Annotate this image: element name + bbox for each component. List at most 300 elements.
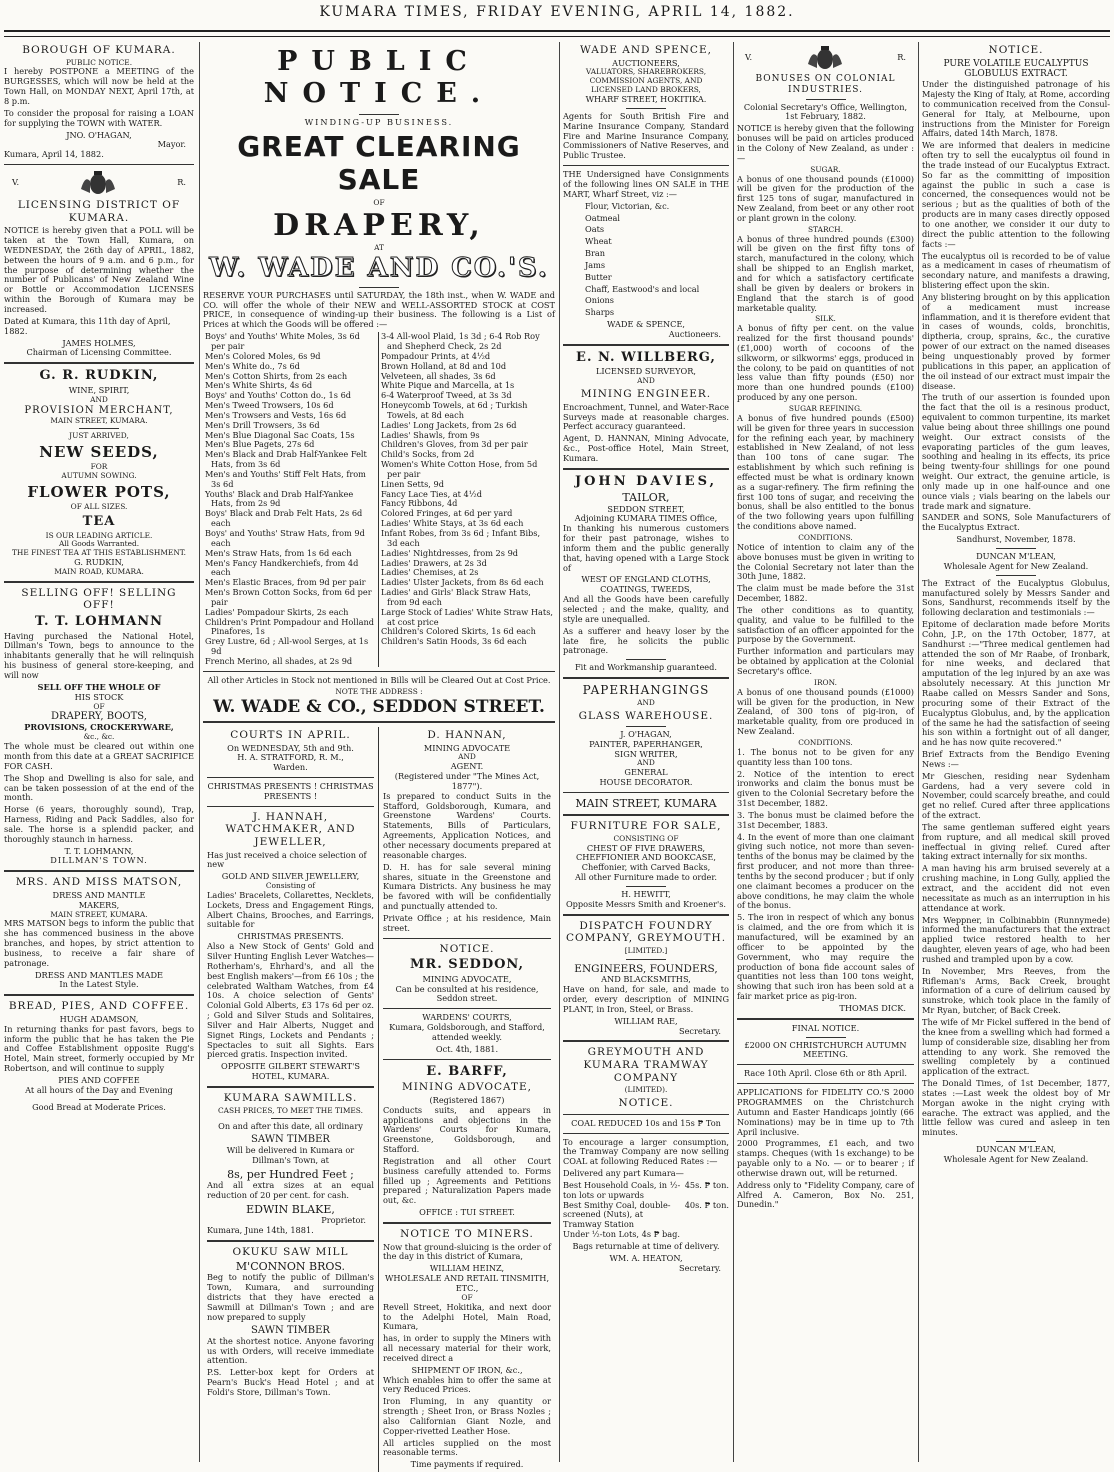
- ad-heading: SELLING OFF! SELLING OFF!: [21, 586, 177, 612]
- ad-heading: BREAD, PIES, AND COFFEE.: [8, 1000, 190, 1013]
- ad-line: CHRISTMAS PRESENTS.: [237, 931, 344, 942]
- ad-heading: DISPATCH FOUNDRY COMPANY, GREYMOUTH.: [565, 919, 727, 945]
- column-4: [737, 42, 914, 1462]
- ad-body: Bags returnable at time of delivery.: [572, 1240, 720, 1251]
- divider: [737, 1064, 914, 1065]
- ad-heading: NOTICE.: [988, 44, 1044, 56]
- consignment-item: Flour, Victorian, &c.: [585, 200, 670, 211]
- price-item: Ladies' Ulster Jackets, from 8s 6d each: [381, 577, 544, 588]
- ad-line: LICENSED LAND BROKERS,: [591, 85, 701, 95]
- price-item: Men's Cotton Shirts, from 2s each: [205, 370, 348, 381]
- ad-date: Kumara, June 14th, 1881.: [207, 1224, 314, 1235]
- ad-heading: COURTS IN APRIL.: [230, 728, 351, 741]
- ad-role: Wholesale Agent for New Zealand.: [943, 560, 1089, 571]
- divider: [383, 1008, 551, 1009]
- rate-label: Under ½-ton Lots, 4s ₱ bag.: [563, 1229, 680, 1240]
- ad-address: WHARF STREET, HOKITIKA.: [585, 94, 707, 105]
- price-item: Children's Colored Skirts, 1s 6d each: [381, 626, 536, 637]
- price-item: Men's Tweed Trowsers, 10s 6d: [205, 400, 334, 411]
- ad-line: Cheffonier, with Carved Backs,: [581, 862, 711, 873]
- divider: [563, 468, 729, 470]
- ad-name: E. N. WILLBERG,: [576, 349, 716, 365]
- price-item: Men's Elastic Braces, from 9d per pair: [205, 577, 366, 588]
- price-item: Child's Socks, from 2d: [381, 449, 475, 460]
- ad-line: AND: [637, 698, 655, 708]
- ad-role: Auctioneers.: [668, 328, 721, 339]
- ad-body: Will be delivered in Kumara or Dillman's Town, at: [226, 1145, 355, 1166]
- ad-body: All other Articles in Stock not mentioned in Bills will be Cleared Out at Cost Price.: [207, 674, 551, 685]
- rate-label: Best Household Coals, in ½-ton lots or upwards: [563, 1179, 681, 1200]
- ad-heading: CHRISTMAS PRESENTS ! CHRISTMAS PRESENTS !: [207, 781, 374, 801]
- price-item: Men's Black and Drab Half-Yankee Felt Hats, from 3s 6d: [205, 449, 367, 470]
- ad-body: 3. The bonus must be claimed before the 31st December, 1883.: [737, 809, 914, 830]
- page-title: PUBLIC NOTICE.: [263, 46, 495, 110]
- ad-signature: EDWIN BLAKE,: [246, 1202, 335, 1216]
- rate-price: 40s. ₱ ton.: [684, 1199, 729, 1210]
- ad-heading: MRS. AND MISS MATSON,: [15, 876, 183, 889]
- price-item: Large Stock of Ladies' White Straw Hats, at cost price: [381, 606, 554, 627]
- consignment-item: Wheat: [585, 236, 612, 247]
- ad-line: WINE, SPIRIT,: [68, 384, 130, 395]
- consignment-item: Oats: [585, 224, 605, 235]
- price-item: Pompadour Prints, at 4½d: [381, 350, 491, 361]
- price-item: Ladies' Drawers, at 2s 3d: [381, 557, 487, 568]
- ad-name: HUGH ADAMSON,: [59, 1013, 139, 1024]
- ad-line: PROVISION MERCHANT,: [24, 404, 174, 416]
- section-heading: IRON.: [814, 677, 837, 687]
- divider: [383, 938, 551, 939]
- ad-body: Mr Gieschen, residing near Sydenham Gardens, had a very severe cold in November, could scarcely breathe, and could get no relief. Cured after three applications of the extract.: [922, 770, 1110, 821]
- ad-heading: J. HANNAH, WATCHMAKER, AND JEWELLER,: [225, 810, 356, 848]
- ad-address: MAIN STREET, KUMARA.: [50, 909, 148, 919]
- sub-column-left: [203, 727, 379, 1472]
- ad-body: The other conditions as to quantity, quality, and value to be fulfilled to the satisfaction of an officer appointed for the purpose by the Government.: [737, 604, 914, 645]
- ad-body: Address only to "Fidelity Company, care of Alfred A. Cameron, Box No. 251, Dunedin.": [737, 1179, 914, 1210]
- ad-body: At the shortest notice. Anyone favoring us with Orders, will receive immediate attention.: [207, 1335, 374, 1366]
- ad-role: Chairman of Licensing Committee.: [26, 347, 172, 358]
- consignment-item: Jams: [585, 259, 606, 270]
- divider: [563, 1040, 729, 1042]
- crest-left-letter: V.: [745, 52, 753, 63]
- divider: [383, 1059, 551, 1060]
- price-item: Ladies' Shawls, from 9s: [381, 429, 480, 440]
- ad-address: DILLMAN'S TOWN.: [50, 855, 148, 866]
- divider: [563, 1133, 729, 1134]
- ad-body: The Donald Times, of 1st December, 1877, states :—Last week the oldest boy of Mr Morgan awoke in the night crying with earache. The extract was applied, and the little fellow was cured and asleep in ten minutes.: [922, 1078, 1110, 1138]
- ad-subheading: PUBLIC NOTICE.: [65, 57, 133, 67]
- ad-body: Time payments if required.: [410, 1459, 524, 1470]
- section-heading: SILK.: [815, 314, 836, 324]
- ad-body: To encourage a larger consumption, the Tramway Company are now selling COAL at following Reduced Rates :—: [563, 1136, 729, 1167]
- ad-line: SHIPMENT OF IRON, &c.,: [411, 1364, 523, 1375]
- ad-signature: WM. A. HEATON,: [609, 1252, 683, 1263]
- ad-body: Beg to notify the public of Dillman's Town, Kumara, and surrounding districts that they have erected a Sawmill at Dillman's Town ; and are now prepared to supply: [207, 1272, 374, 1322]
- price-item: Children's Gloves, from 3d per pair: [381, 439, 528, 450]
- ad-line: SELL OFF THE WHOLE OF: [37, 681, 161, 692]
- ad-display: FLOWER POTS,: [27, 483, 171, 502]
- ad-line: MINING ADVOCATE: [423, 742, 511, 753]
- ad-body: 1. The bonus not to be given for any quantity less than 100 tons.: [737, 746, 914, 767]
- price-item: Men's White Shirts, 4s 6d: [205, 380, 313, 391]
- ad-address: MAIN STREET, KUMARA.: [50, 415, 148, 425]
- ad-body: Can be consulted at his residence, Seddon street.: [395, 983, 539, 1004]
- ad-line: CHEFFIONIER AND BOOKCASE,: [576, 852, 716, 863]
- price-item: Men's Drill Trowsers, 3s 6d: [205, 419, 320, 430]
- ad-display: DRAPERY,: [273, 207, 485, 243]
- ad-line: AND: [637, 758, 655, 768]
- divider: [563, 914, 729, 916]
- ad-line: GOLD AND SILVER JEWELLERY,: [221, 871, 360, 882]
- price-item: Ladies' Pompadour Skirts, 2s each: [205, 606, 349, 617]
- ad-body: Which enables him to offer the same at very Reduced Prices.: [383, 1374, 551, 1395]
- ad-signature: G. RUDKIN,: [74, 557, 124, 568]
- divider: [626, 959, 666, 960]
- ad-name: T. T. LOHMANN: [34, 614, 164, 630]
- ad-line: PAINTER, PAPERHANGER,: [589, 738, 703, 749]
- ad-body: Further information and particulars may be obtained by application at the Colonial Secretary's office.: [737, 646, 914, 676]
- ad-line: GLASS WAREHOUSE.: [578, 710, 714, 723]
- ad-line: AGENT.: [450, 761, 484, 772]
- ad-line: OF: [461, 1292, 473, 1302]
- ad-line: AND: [637, 376, 655, 386]
- ad-line: IS OUR LEADING ARTICLE.: [45, 530, 153, 540]
- ad-line: MINING ADVOCATE,: [422, 973, 512, 984]
- ad-line: HOUSE DECORATOR.: [599, 777, 693, 788]
- ad-body: Now that ground-sluicing is the order of the day in this district of Kumara,: [383, 1241, 551, 1262]
- ad-body: A man having his arm bruised severely at a crushing machine, in Long Gully, applied the extract, and the accident did not even necessitate as much as an interruption in his attendance at work.: [922, 863, 1110, 913]
- ad-heading: NOTICE TO MINERS.: [400, 1227, 534, 1240]
- ad-line: THE FINEST TEA AT THIS ESTABLISHMENT.: [11, 548, 186, 558]
- ad-body: P.S. Letter-box kept for Orders at Pearn's Buck's Head Hotel ; and at Foldi's Store, Dillman's Town.: [207, 1367, 374, 1397]
- divider: [737, 1018, 914, 1020]
- column-5: [922, 42, 1110, 1462]
- price-item: Men's Blue Diagonal Sac Coats, 15s: [205, 429, 355, 440]
- divider: [737, 1083, 914, 1084]
- column-divider: [918, 42, 919, 1462]
- ad-heading: BONUSES ON COLONIAL INDUSTRIES.: [755, 74, 896, 95]
- ad-line: Consisting of: [265, 881, 316, 891]
- ad-heading: FINAL NOTICE.: [791, 1022, 860, 1033]
- ad-body: Having purchased the National Hotel, Dillman's Town, begs to announce to the inhabitants generally that he will relinquish his business of general store-keeping, and will now: [4, 630, 194, 680]
- ad-body: Horse (6 years, thoroughly sound), Trap, Harness, Riding and Pack Saddles, also for sale. The horse is a splendid packer, and thoroughly staunch in harness.: [4, 804, 194, 844]
- royal-crest: [12, 169, 186, 197]
- ad-heading: GREYMOUTH AND KUMARA TRAMWAY COMPANY: [583, 1046, 709, 1084]
- price-item: Men's Blue Pagets, 27s 6d: [205, 439, 315, 450]
- ad-line: At all hours of the Day and Evening: [25, 1084, 173, 1095]
- ad-body: Kumara, Goldsborough, and Stafford, attended weekly.: [389, 1022, 545, 1042]
- ad-body: In returning thanks for past favors, begs to inform the public that he has taken the Pie and Coffee Establishment opposite Rugg's Hotel, Main street, formerly occupied by Mr Robertson, and will continue to supply: [4, 1023, 194, 1074]
- ad-body: Under the distinguished patronage of his Majesty the King of Italy, at Rome, according to communication received from the Consul-General for Italy, at Melbourne, upon instructions from the Minister for Foreign Affairs, dated 14th March, 1878.: [922, 79, 1110, 139]
- ad-body: Revell Street, Hokitika, and next door to the Adelphi Hotel, Main Road, Kumara,: [383, 1301, 551, 1332]
- price-item: Infant Robes, from 3s 6d ; Infant Bibs, 3d each: [381, 528, 541, 548]
- divider: [4, 164, 194, 165]
- ad-body: Any blistering brought on by this application of a medicament must increase inflammation, and it is therefore evident that in cases of wounds, colds, bronchitis, diptheria, croup, sprains, &c., the curative power of our extract on the named diseases being unquestionably proved by former publications in this paper, an application of the oil instead of our extract must impair the disease.: [922, 291, 1110, 391]
- ad-heading: NOTICE.: [439, 942, 495, 955]
- section-heading: STARCH.: [808, 224, 843, 234]
- ad-body: Mrs Weppner, in Colbinabbin (Runnymede) informed the manufacturers that the extract applied twice restored health to her daughter, eleven years of age, who had been rushed and trampled upon by a cow.: [922, 914, 1110, 964]
- ad-line: (LIMITED).: [624, 1085, 668, 1095]
- ad-signature: THOMAS DICK.: [839, 1002, 906, 1013]
- price-item: Men's Straw Hats, from 1s 6d each: [205, 547, 352, 558]
- crest-left-letter: V.: [12, 177, 20, 188]
- ad-name: MR. SEDDON,: [410, 957, 524, 973]
- ad-body: As a sufferer and heavy loser by the late fire, he solicits the public patronage.: [563, 625, 729, 656]
- divider: [79, 428, 119, 429]
- ad-address: OFFICE : TUI STREET.: [419, 1207, 515, 1218]
- ad-line: COAL REDUCED 10s and 15s ₱ Ton: [571, 1117, 721, 1128]
- rate-row: [563, 1201, 729, 1231]
- divider: [271, 1118, 311, 1119]
- ad-line: JUST ARRIVED,: [69, 431, 129, 441]
- consignment-item: Bran: [585, 248, 606, 259]
- ad-heading: PAPERHANGINGS: [582, 683, 710, 698]
- ad-date: Kumara, April 14, 1882.: [4, 149, 104, 160]
- ad-line: &c., &c.: [83, 732, 115, 742]
- ad-line: Adjoining KUMARA TIMES Office,: [574, 513, 718, 524]
- price-list-left: [203, 332, 379, 667]
- ad-line: SIGN WRITER,: [614, 748, 678, 759]
- ad-line: AT: [374, 242, 384, 252]
- ad-body: The wife of Mr Fickel suffered in the bend of the knee from a swelling which had formed a lump of considerable size, disabling her from attending to any work. She removed the swelling completely by a continued application of the extract.: [922, 1016, 1110, 1077]
- price-item: Men's Trowsers and Vests, 16s 6d: [205, 409, 347, 420]
- ad-line: SAWN TIMBER: [251, 1134, 330, 1146]
- divider: [626, 726, 666, 727]
- ad-body: The same gentleman suffered eight years from rupture, and all medical skill proved ineffectual in giving relief. Cured after taking extract internally for six months.: [922, 821, 1110, 862]
- divider: [996, 548, 1036, 549]
- ad-line: OF: [373, 197, 385, 207]
- ad-line: Good Bread at Moderate Prices.: [32, 1101, 166, 1112]
- divider: [207, 806, 374, 807]
- ad-heading: PURE VOLATILE EUCALYPTUS GLOBULUS EXTRACT.: [943, 58, 1089, 80]
- rate-label: Best Smithy Coal, double-screened (Nuts), at Tramway Station: [563, 1199, 671, 1230]
- ad-line: £2000 ON CHRISTCHURCH AUTUMN MEETING.: [744, 1039, 907, 1060]
- ad-line: Race 10th April. Close 6th or 8th April.: [744, 1068, 907, 1079]
- ad-line: ENGINEERS, FOUNDERS,: [574, 962, 718, 975]
- ad-body: The claim must be made before the 31st December, 1882.: [737, 583, 914, 604]
- price-item: Velveteen, all shades, 3s 6d: [381, 370, 496, 381]
- price-item: Boys' and Youths' Cotton do., 1s 6d: [205, 390, 352, 401]
- divider: [996, 1141, 1036, 1142]
- ad-name: E. BARFF,: [426, 1063, 508, 1079]
- ad-line: CHEST OF FIVE DRAWERS,: [586, 842, 706, 853]
- ad-body: 4. In the event of more than one claimant giving such notice, not more than seven-tenths of the bonus may be claimed by the first producer, and not more than three-tenths by the second producer ; but if only one claimant becomes a producer on the above conditions, he may claim the whole of the bonus.: [737, 831, 914, 911]
- ad-heading: LICENSING DISTRICT OF KUMARA.: [17, 199, 181, 224]
- ad-line: HIS STOCK: [74, 691, 124, 702]
- price-item: Children's Print Pompadour and Holland Pinafores, 1s: [205, 616, 374, 637]
- crest-right-letter: R.: [897, 52, 906, 63]
- ad-body: Ladies' Bracelets, Collarettes, Necklets, Lockets, Dress and Engagement Rings, Albert Chains, Brooches, and Earrings, suitable for: [207, 889, 374, 930]
- ad-body: The truth of our assertion is founded upon the fact that the oil is a resinous product, equivalent to common turpentine, its market value being about three shillings one pound weight. Our extract consists of the evaporating particles of the gum leaves, soothing and healing in its effects, its price being twenty-four shillings for one pound weight. Our extract, the genuine article, is only made up in one half-ounce and one ounce vials ; vials bearing on the labels our trade mark and signature.: [922, 392, 1110, 511]
- ad-heading: WADE AND SPENCE,: [580, 44, 712, 56]
- ad-body: NOTICE is hereby given that a POLL will be taken at the Town Hall, Kumara, on WEDNESDAY, the 26th day of APRIL, 1882, between the hours of 9 a.m. and 6 p.m., for the purpose of determining whether the number of Publicans' of New Zealand Wine or Bottle or Accommodation LICENSES within the Borough of Kumara may be increased.: [4, 225, 194, 314]
- ad-body: In thanking his numerous customers for their past patronage, wishes to inform them and the public generally that, having opened with a Large Stock of: [563, 523, 729, 573]
- price-item: Grey Lustre, 6d ; All-wool Serges, at 1s 9d: [205, 636, 369, 657]
- ad-address: MAIN ROAD, KUMARA.: [54, 566, 144, 576]
- price-item: Brown Holland, at 8d and 10d: [381, 360, 507, 371]
- price-item: Men's and Youths' Stiff Felt Hats, from 3s 6d: [205, 468, 366, 489]
- divider: [359, 287, 399, 288]
- ad-body: Notice of intention to claim any of the above bonuses must be given in writing to the Colonial Secretary not later than the 30th June, 1882.: [737, 541, 914, 582]
- ad-body: Iron Fluming, in any quantity or strength ; Sheet Iron, or Brass Nozles ; also Californian Giant Nozle, and Copper-rivetted Leather Hose.: [383, 1396, 551, 1436]
- crest-right-letter: R.: [177, 177, 186, 188]
- ad-body: Delivered any part Kumara—: [563, 1168, 684, 1179]
- ad-line: AUCTIONEERS,: [612, 57, 680, 68]
- divider: [4, 870, 194, 872]
- ad-name: M'CONNON BROS.: [235, 1260, 346, 1274]
- ad-body: Is prepared to conduct Suits in the Stafford, Goldsborough, Kumara, and Greenstone Wardens' Courts. Statements, Bills of Particulars, Agreements, Application Notices, and other necessary documents prepared at reasonable charges.: [383, 790, 551, 860]
- divider: [79, 1099, 119, 1100]
- ad-signature: DUNCAN M'LEAN,: [976, 551, 1056, 561]
- ad-role: Wholesale Agent for New Zealand.: [943, 1153, 1089, 1164]
- ad-address: W. WADE & CO., SEDDON STREET.: [213, 696, 545, 717]
- ad-body: The Extract of the Eucalyptus Globulus, manufactured solely by Messrs Sander and Sons, Sandhurst, recommends itself by the following declaration and testimonials :—: [922, 577, 1110, 618]
- divider: [4, 994, 194, 996]
- ad-name: JOHN DAVIES,: [574, 473, 718, 489]
- ad-line: (Registered under "The Mines Act, 1877").: [394, 771, 540, 791]
- ad-line: Fit and Workmanship guaranteed.: [575, 662, 717, 673]
- price-item: Fancy Lace Ties, at 4½d: [381, 488, 482, 499]
- divider: [806, 1037, 846, 1038]
- ad-body: All articles supplied on the most reasonable terms.: [383, 1437, 551, 1458]
- price-item: Women's White Cotton Hose, from 5d per pair: [381, 459, 538, 479]
- ad-line: PROVISIONS, CROCKERYWARE,: [24, 722, 174, 733]
- ad-body: A bonus of one thousand pounds (£1000) will be given for the production, in New Zealand, of 300 tons of pig-iron, of marketable quality, from ore produced in New Zealand.: [737, 686, 914, 737]
- ad-line: COATINGS, TWEEDS,: [600, 584, 692, 595]
- ad-body: Agent, D. HANNAN, Mining Advocate, &c., Post-office Hotel, Main Street, Kumara.: [563, 433, 729, 463]
- consignment-item: Onions: [585, 295, 615, 306]
- crest-icon: [802, 44, 848, 72]
- ad-signature: T. T. LOHMANN,: [64, 845, 134, 856]
- column-3: [563, 42, 729, 1462]
- ad-role: Warden.: [273, 762, 308, 773]
- ad-body: On and after this date, all ordinary: [218, 1121, 363, 1132]
- ad-body: Dated at Kumara, this 11th day of April, 1882.: [4, 315, 171, 336]
- ad-body: And all extra sizes at an equal reduction of 20 per cent. for cash.: [207, 1180, 374, 1200]
- ad-heading: BOROUGH OF KUMARA.: [22, 44, 176, 56]
- ad-line: CASH PRICES, TO MEET THE TIMES.: [218, 1105, 363, 1115]
- price-list-right: [379, 332, 555, 667]
- ad-body: Has just received a choice selection of new: [207, 849, 367, 870]
- price-item: Ladies' Nightdresses, from 2s 9d: [381, 547, 519, 558]
- ad-line: SAWN TIMBER: [251, 1324, 330, 1336]
- sub-column-right: [379, 727, 555, 1472]
- ad-line: DRESS AND MANTLES MADE: [34, 969, 163, 980]
- price-item: Ladies' and Girls' Black Straw Hats, from 9d each: [381, 587, 531, 607]
- price-item: 6-4 Waterproof Tweed, at 3s 3d: [381, 390, 512, 401]
- price-item: Boys' and Youths' White Moles, 3s 6d per pair: [205, 331, 360, 351]
- ad-body: MRS MATSON begs to inform the public that she has commenced business in the above branches, and hopes, by strict attention to business, to receive a fair share of patronage.: [4, 918, 194, 968]
- price-item: Boys' and Youths' Straw Hats, from 9d each: [205, 528, 365, 548]
- divider: [996, 575, 1036, 576]
- ad-line: AND BLACKSMITHS,: [601, 974, 691, 985]
- ad-line: AND: [90, 394, 108, 404]
- divider: [383, 1222, 551, 1224]
- ad-body: In November, Mrs Reeves, from the Rifleman's Arms, Back Creek, brought information of a cure of delirium caused by sunstroke, which took place in the family of Mr Ryan, butcher, of Back Creek.: [922, 965, 1110, 1016]
- ad-heading: FURNITURE FOR SALE,: [570, 820, 722, 833]
- ad-address: MAIN STREET, KUMARA: [575, 796, 717, 810]
- ad-body: 5. The iron in respect of which any bonus is claimed, and the ore from which it is manufactured, will be examined by an officer to be appointed by the Government, who may require the production of bona fide account sales of quantities not less than 100 tons weight, showing that such iron has been sold at a fair market price as pig-iron.: [737, 912, 914, 1002]
- ad-line: DRAPERY, BOOTS,: [51, 711, 147, 723]
- price-list: [203, 332, 555, 667]
- ad-body: I hereby POSTPONE a MEETING of the BURGESSES, which will now be held at the Town Hall, on MONDAY NEXT, April 17th, at 8 p.m.: [4, 66, 194, 106]
- ad-line: FOR: [90, 462, 108, 472]
- sale-headline: GREAT CLEARING SALE: [237, 129, 521, 197]
- ad-heading: WARDENS' COURTS,: [422, 1012, 512, 1023]
- ad-line: In the Latest Style.: [59, 979, 139, 990]
- ad-role: Mayor.: [157, 139, 186, 150]
- ad-line: CONSISTING OF: [613, 833, 679, 843]
- ad-body: 2000 Programmes, £1 each, and two stamps. Cheques (with 1s exchange) to be payable only to a No. — or to bearer ; if otherwise drawn out, will be returned.: [737, 1138, 914, 1178]
- consignment-list: [563, 202, 729, 318]
- ad-body: SANDER and SONS, Sole Manufacturers of the Eucalyptus Extract.: [922, 512, 1110, 533]
- divider: [207, 1240, 374, 1242]
- ad-line: PIES AND COFFEE: [58, 1074, 140, 1085]
- consignment-item: Butter: [585, 271, 612, 282]
- ad-signature: H. A. STRATFORD, R. M.,: [237, 752, 344, 763]
- column-divider: [733, 42, 734, 1462]
- ad-body: We are informed that dealers in medicine often try to sell the eucalyptus oil found in the trade instead of our Eucalyptus Extract. So far as the committing of imposition against the public in such a case is concerned, the consequences would not be serious ; but as the qualities of both of the products are in many cases directly opposed to one another, we consider it our duty to direct the public attention to the following facts :—: [922, 140, 1110, 249]
- ad-body: Have on hand, for sale, and made to order, every description of MINING PLANT, in Iron, Steel, or Brass.: [563, 984, 729, 1014]
- ad-line: Colonial Secretary's Office, Wellington, 1st February, 1882.: [743, 101, 908, 122]
- divider: [203, 671, 555, 672]
- ad-address: OPPOSITE GILBERT STEWART'S HOTEL, KUMARA.: [221, 1061, 360, 1082]
- ad-line: TAILOR,: [622, 491, 670, 505]
- price-item: 3-4 All-wool Plaid, 1s 3d ; 6-4 Rob Roy and Shepherd Check, 2s 2d: [381, 331, 540, 351]
- price-item: Ladies' White Stays, at 3s 6d each: [381, 518, 524, 529]
- price-item: Colored Fringes, at 6d per yard: [381, 508, 513, 519]
- ad-line: MINING ENGINEER.: [580, 388, 712, 401]
- section-heading: CONDITIONS.: [798, 533, 853, 542]
- divider: [563, 677, 729, 679]
- price-item: Ladies' Long Jackets, from 2s 6d: [381, 419, 517, 430]
- sub-columns: [203, 727, 555, 1472]
- ad-body: The Shop and Dwelling is also for sale, and can be taken possession of at the end of the month.: [4, 772, 194, 803]
- crest-icon: [75, 169, 121, 197]
- ad-role: Secretary.: [678, 1025, 721, 1036]
- ad-body: To consider the proposal for raising a LOAN for supplying the TOWN with WATER.: [4, 107, 194, 128]
- ad-signature: DUNCAN M'LEAN,: [976, 1144, 1056, 1155]
- ad-line: OF: [93, 701, 105, 711]
- divider: [626, 659, 666, 660]
- price-item: Honeycomb Towels, at 6d ; Turkish Towels, at 8d each: [381, 400, 528, 420]
- price-item: Youths' Black and Drab Half-Yankee Hats, from 2s 9d: [205, 488, 354, 509]
- consignment-item: Oatmeal: [585, 212, 620, 223]
- divider: [563, 814, 729, 816]
- ad-body: NOTICE is hereby given that the following bonuses will be paid on articles produced in the Colony of New Zealand, as under :—: [737, 123, 915, 163]
- ad-body: Also a New Stock of Gents' Gold and Silver Hunting English Lever Watches—Rotherham's, Ehrhard's, and all the best English makers'—from £6 10s ; the celebrated Waltham Watches, from £4 10s. A choice selection of Gents' Colonial Gold Alberts, £3 17s 6d per oz. ; Gold and Silver Studs and Solitaires, Silver and Hair Alberts, Nugget and Signet Rings, Lockets and Pendants ; Spectacles to suit all Sights. Ears pierced gratis. Inspection invited.: [207, 941, 374, 1060]
- divider: [4, 581, 194, 583]
- rate-row: [563, 1181, 729, 1201]
- ad-body: A bonus of one thousand pounds (£1000) will be given for the production of the first 125 tons of sugar, manufactured in New Zealand, from beet or any other root or plant grown in the colony.: [737, 173, 914, 223]
- price-item: Men's Brown Cotton Socks, from 6d per pair: [205, 587, 372, 607]
- rate-price: 45s. ₱ ton.: [684, 1179, 729, 1190]
- section-heading: SUGAR REFINING.: [788, 404, 863, 413]
- ad-line: Opposite Messrs Smith and Kroener's.: [565, 898, 727, 909]
- divider: [203, 721, 555, 723]
- ad-line: OF ALL SIZES.: [70, 502, 128, 512]
- divider: [563, 344, 729, 346]
- price-item: Children's Satin Hoods, 3s 6d each: [381, 636, 527, 647]
- ad-heading: KUMARA SAWMILLS.: [223, 1091, 358, 1104]
- ad-line: NOTICE.: [618, 1097, 674, 1110]
- ad-line: LICENSED SURVEYOR,: [596, 366, 696, 377]
- column-2: [203, 42, 555, 1470]
- masthead: KUMARA TIMES, FRIDAY EVENING, APRIL 14, 1882.: [319, 4, 795, 20]
- ad-display: NEW SEEDS,: [39, 443, 159, 462]
- firm-name: W. WADE AND CO.'S.: [209, 252, 549, 283]
- ad-body: RESERVE YOUR PURCHASES until SATURDAY, the 18th inst., when W. WADE and CO. will offer the whole of their NEW and WELL-ASSORTED STOCK at COST PRICE, in consequence of winding-up their business. The following is a List of Prices at which the Goods will be offered :—: [203, 289, 555, 330]
- divider: [563, 1114, 729, 1115]
